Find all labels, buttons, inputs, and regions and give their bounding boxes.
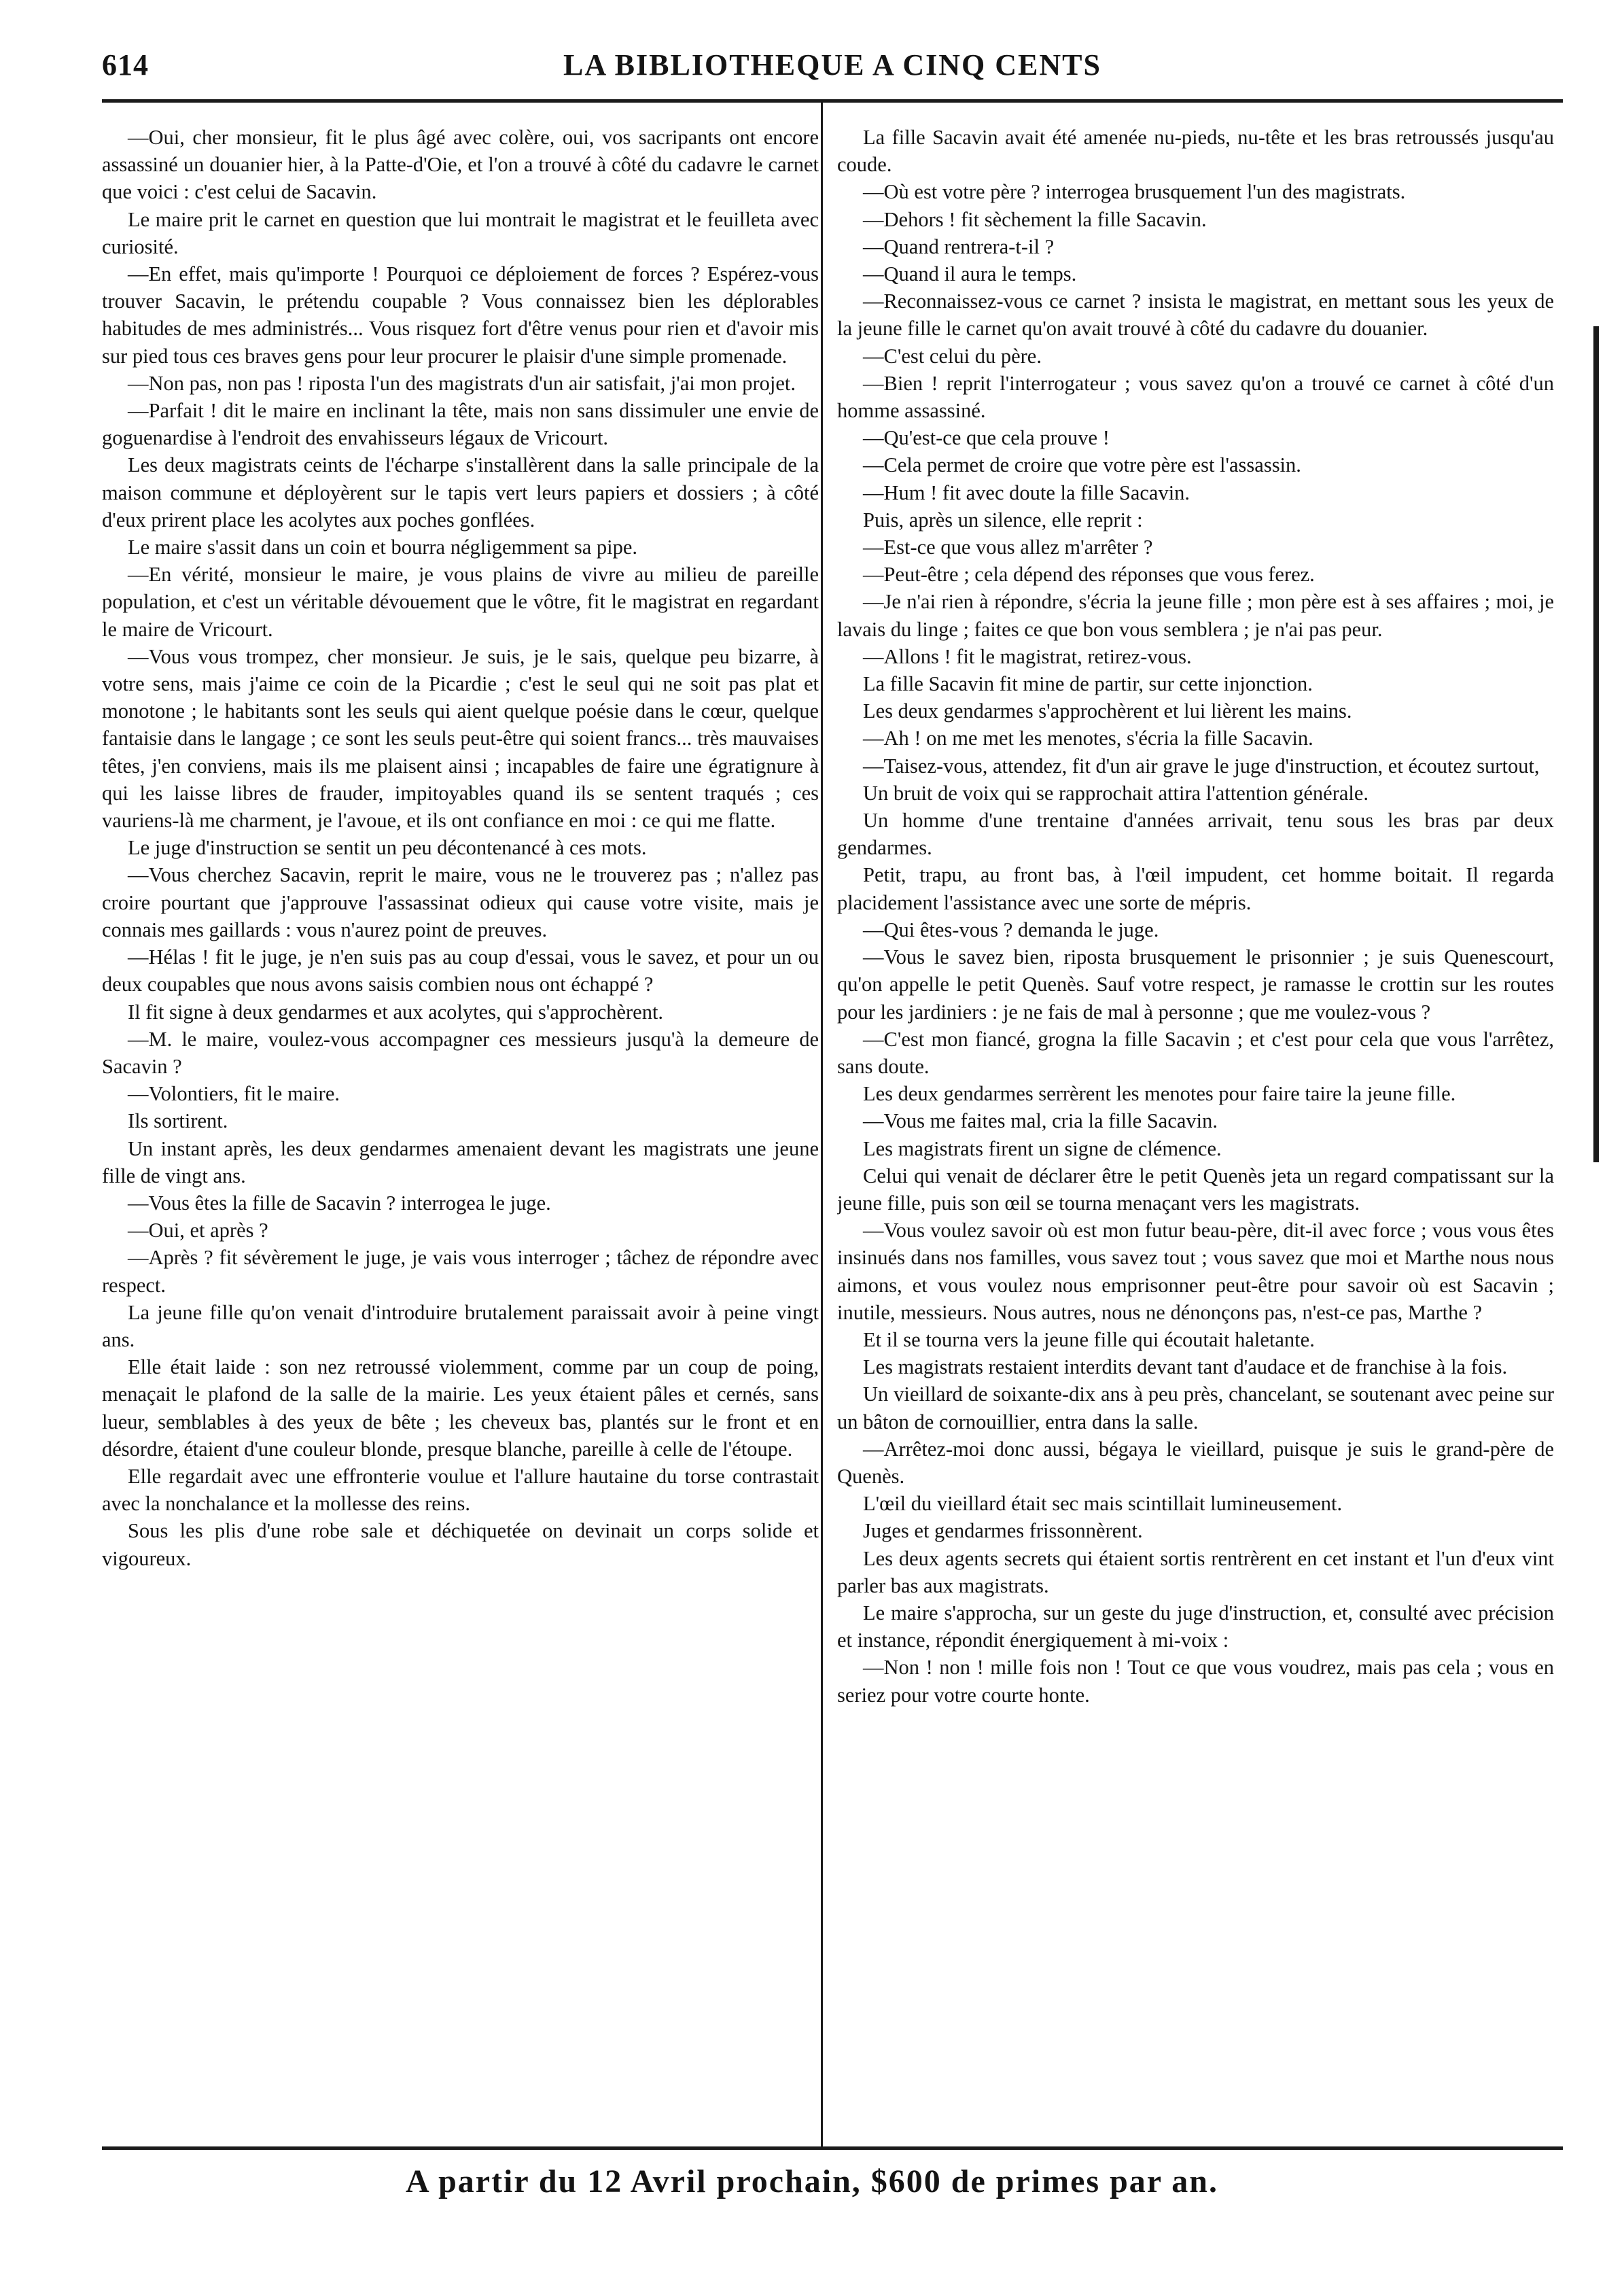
paragraph: —Cela permet de croire que votre père est l'assassin. [863, 453, 1301, 477]
paragraph: Puis, après un silence, elle reprit : [863, 508, 1143, 532]
paragraph: Les deux agents secrets qui étaient sortis rentrèrent en cet instant et l'un d'eux vint parler bas aux magistrats. [837, 1546, 1554, 1597]
right-column [837, 124, 1554, 2142]
left-column [102, 124, 819, 2142]
paragraph: Les deux gendarmes serrèrent les menotes pour faire taire la jeune fille. [863, 1082, 1456, 1106]
paragraph: Petit, trapu, au front bas, à l'œil impudent, cet homme boitait. Il regarda placidement l'assistance avec une sorte de mépris. [837, 863, 1554, 914]
paragraph: L'œil du vieillard était sec mais scintillait lumineusement. [863, 1492, 1343, 1516]
paragraph: —Allons ! fit le magistrat, retirez-vous. [863, 644, 1192, 668]
paragraph: —Taisez-vous, attendez, fit d'un air grave le juge d'instruction, et écoutez surtout, [863, 754, 1540, 778]
footer-notice: A partir du 12 Avril prochain, $600 de primes par an. [406, 2163, 1218, 2199]
header-rule [102, 99, 1563, 103]
paragraph: —Où est votre père ? interrogea brusquement l'un des magistrats. [863, 180, 1406, 204]
paragraph: —Je n'ai rien à répondre, s'écria la jeune fille ; mon père est à ses affaires ; moi, je lavais du linge ; faites ce que bon vous semblera ; je n'ai pas peur. [837, 590, 1554, 641]
paragraph: —Non pas, non pas ! riposta l'un des magistrats d'un air satisfait, j'ai mon projet. [128, 371, 796, 395]
paragraph: —En vérité, monsieur le maire, je vous plains de vivre au milieu de pareille population, et c'est un véritable dévouement que le vôtre, fit le magistrat en regardant le maire de Vricourt. [102, 563, 819, 641]
paragraph: Le juge d'instruction se sentit un peu décontenancé à ces mots. [128, 836, 647, 860]
paragraph: La fille Sacavin fit mine de partir, sur cette injonction. [863, 672, 1313, 696]
paragraph: —C'est mon fiancé, grogna la fille Sacavin ; et c'est pour cela que vous l'arrêtez, sans doute. [837, 1027, 1554, 1078]
page-header [102, 48, 1563, 95]
paragraph: La fille Sacavin avait été amenée nu-pieds, nu-tête et les bras retroussés jusqu'au coude. [837, 126, 1554, 177]
paragraph: Le maire s'assit dans un coin et bourra négligemment sa pipe. [128, 536, 637, 559]
paragraph: Un bruit de voix qui se rapprochait attira l'attention générale. [863, 781, 1369, 805]
paragraph: —Volontiers, fit le maire. [128, 1082, 340, 1106]
paragraph: —Arrêtez-moi donc aussi, bégaya le vieillard, puisque je suis le grand-père de Quenès. [837, 1437, 1554, 1488]
paragraph: —Vous voulez savoir où est mon futur beau-père, dit-il avec force ; vous vous êtes insinués dans nos familles, vous savez tout ; vous savez que moi et Marthe nous nous aimons, et vous voulez nous emprisonner peut-être pour savoir où est Sacavin ; inutile, messieurs. Nous autres, nous ne dénonçons pas, n'est-ce pas, Marthe ? [837, 1219, 1554, 1324]
paragraph: Celui qui venait de déclarer être le petit Quenès jeta un regard compatissant sur la jeune fille, puis son œil se tourna menaçant vers les magistrats. [837, 1164, 1554, 1215]
paragraph: —Qu'est-ce que cela prouve ! [863, 426, 1110, 450]
paragraph: —Reconnaissez-vous ce carnet ? insista le magistrat, en mettant sous les yeux de la jeune fille le carnet qu'on avait trouvé à côté du cadavre du douanier. [837, 290, 1554, 341]
print-edge-mark [1593, 326, 1599, 1162]
paragraph: —Vous vous trompez, cher monsieur. Je suis, je le sais, quelque peu bizarre, à votre sens, mais j'aime ce coin de la Picardie ; c'est le seul qui ne soit pas plat et monotone ; le habitants sont les seuls qui aient quelque poésie dans le cœur, quelque fantaisie dans le langage ; ce sont les seuls peut-être qui soient francs... très mauvaises têtes, j'en conviens, mais ils me plaisent ainsi ; incapables de faire une égratignure à qui les laisse libres de frauder, impitoyables quand ils se sentent traqués ; ces vauriens-là me charment, je l'avoue, et ils ont confiance en moi : ce qui me flatte. [102, 644, 819, 833]
paragraph: —Oui, et après ? [128, 1219, 268, 1242]
paragraph: —Parfait ! dit le maire en inclinant la tête, mais non sans dissimuler une envie de goguenardise à l'endroit des envahisseurs légaux de Vricourt. [102, 399, 819, 450]
paragraph: Elle était laide : son nez retroussé violemment, comme par un coup de poing, menaçait le plafond de la salle de la mairie. Les yeux étaient pâles et cernés, sans lueur, semblables à des yeux de bête ; les cheveux bas, plantés sur le front et en désordre, étaient d'une couleur blonde, presque blanche, pareille à celle de l'étoupe. [102, 1355, 819, 1461]
paragraph: —Vous cherchez Sacavin, reprit le maire, vous ne le trouverez pas ; n'allez pas croire pourtant que j'approuve l'assassinat odieux qui cause votre visite, mais je connais mes gaillards : vous n'aurez point de preuves. [102, 863, 819, 941]
paragraph: Ils sortirent. [128, 1109, 228, 1133]
paragraph: Les magistrats firent un signe de clémence. [863, 1136, 1222, 1160]
paragraph: —Non ! non ! mille fois non ! Tout ce que vous voudrez, mais pas cela ; vous en seriez pour votre courte honte. [837, 1656, 1554, 1707]
paragraph: —C'est celui du père. [863, 344, 1042, 368]
paragraph: —Vous êtes la fille de Sacavin ? interrogea le juge. [128, 1191, 551, 1215]
paragraph: —En effet, mais qu'importe ! Pourquoi ce déploiement de forces ? Espérez-vous trouver Sacavin, le prétendu coupable ? Vous connaissez bien les déplorables habitudes de mes administrés... Vous risquez fort d'être venus pour rien et d'avoir mis sur pied tous ces braves gens pour leur procurer le plaisir d'une simple promenade. [102, 262, 819, 368]
paragraph: —Après ? fit sévèrement le juge, je vais vous interroger ; tâchez de répondre avec respect. [102, 1246, 819, 1297]
paragraph: —Qui êtes-vous ? demanda le juge. [863, 918, 1159, 941]
paragraph: —M. le maire, voulez-vous accompagner ces messieurs jusqu'à la demeure de Sacavin ? [102, 1027, 819, 1078]
paragraph: —Est-ce que vous allez m'arrêter ? [863, 536, 1153, 559]
paragraph: —Oui, cher monsieur, fit le plus âgé avec colère, oui, vos sacripants ont encore assassiné un douanier hier, à la Patte-d'Oie, et l'on a trouvé à côté du cadavre le carnet que voici : c'est celui de Sacavin. [102, 126, 819, 204]
paragraph: Juges et gendarmes frissonnèrent. [863, 1519, 1143, 1543]
paragraph: —Vous le savez bien, riposta brusquement le prisonnier ; je suis Quenescourt, qu'on appelle le petit Quenès. Sauf votre respect, je ramasse le crottin sur les routes pour les jardiniers : je ne fais de mal à personne ; que me voulez-vous ? [837, 945, 1554, 1024]
column-divider [821, 102, 823, 2146]
running-title: LA BIBLIOTHEQUE A CINQ CENTS [563, 48, 1101, 82]
paragraph: Les magistrats restaient interdits devant tant d'audace et de franchise à la fois. [863, 1355, 1508, 1379]
paragraph: Un vieillard de soixante-dix ans à peu près, chancelant, se soutenant avec peine sur un bâton de cornouillier, entra dans la salle. [837, 1382, 1554, 1433]
paragraph: —Quand rentrera-t-il ? [863, 234, 1055, 258]
paragraph: Le maire s'approcha, sur un geste du juge d'instruction, et, consulté avec précision et instance, répondit énergiquement à mi-voix : [837, 1601, 1554, 1652]
page-number: 614 [102, 48, 149, 82]
paragraph: Il fit signe à deux gendarmes et aux acolytes, qui s'approchèrent. [128, 1000, 664, 1024]
paragraph: —Dehors ! fit sèchement la fille Sacavin. [863, 207, 1207, 231]
footer-rule [102, 2146, 1563, 2150]
paragraph: Un instant après, les deux gendarmes amenaient devant les magistrats une jeune fille de vingt ans. [102, 1136, 819, 1187]
paragraph: Les deux gendarmes s'approchèrent et lui lièrent les mains. [863, 699, 1352, 723]
paragraph: Sous les plis d'une robe sale et déchiquetée on devinait un corps solide et vigoureux. [102, 1519, 819, 1570]
paragraph: —Vous me faites mal, cria la fille Sacavin. [863, 1109, 1218, 1133]
paragraph: —Peut-être ; cela dépend des réponses que vous ferez. [863, 563, 1315, 587]
paragraph: Les deux magistrats ceints de l'écharpe s'installèrent dans la salle principale de la maison commune et déployèrent sur le tapis vert leurs papiers et dossiers ; à côté d'eux prirent place les acolytes aux poches gonflées. [102, 453, 819, 532]
paragraph: Un homme d'une trentaine d'années arrivait, tenu sous les bras par deux gendarmes. [837, 809, 1554, 860]
paragraph: —Bien ! reprit l'interrogateur ; vous savez qu'on a trouvé ce carnet à côté d'un homme assassiné. [837, 371, 1554, 423]
paragraph: —Ah ! on me met les menotes, s'écria la fille Sacavin. [863, 727, 1313, 750]
paragraph: Elle regardait avec une effronterie voulue et l'allure hautaine du torse contrastait avec la nonchalance et la mollesse des reins. [102, 1464, 819, 1516]
paragraph: Et il se tourna vers la jeune fille qui écoutait haletante. [863, 1327, 1315, 1351]
paragraph: —Hélas ! fit le juge, je n'en suis pas au coup d'essai, vous le savez, et pour un ou deux coupables que nous avons saisis combien nous ont échappé ? [102, 945, 819, 996]
paragraph: Le maire prit le carnet en question que lui montrait le magistrat et le feuilleta avec curiosité. [102, 207, 819, 258]
paragraph: La jeune fille qu'on venait d'introduire brutalement paraissait avoir à peine vingt ans. [102, 1300, 819, 1351]
paragraph: —Quand il aura le temps. [863, 262, 1077, 286]
paragraph: —Hum ! fit avec doute la fille Sacavin. [863, 481, 1190, 504]
